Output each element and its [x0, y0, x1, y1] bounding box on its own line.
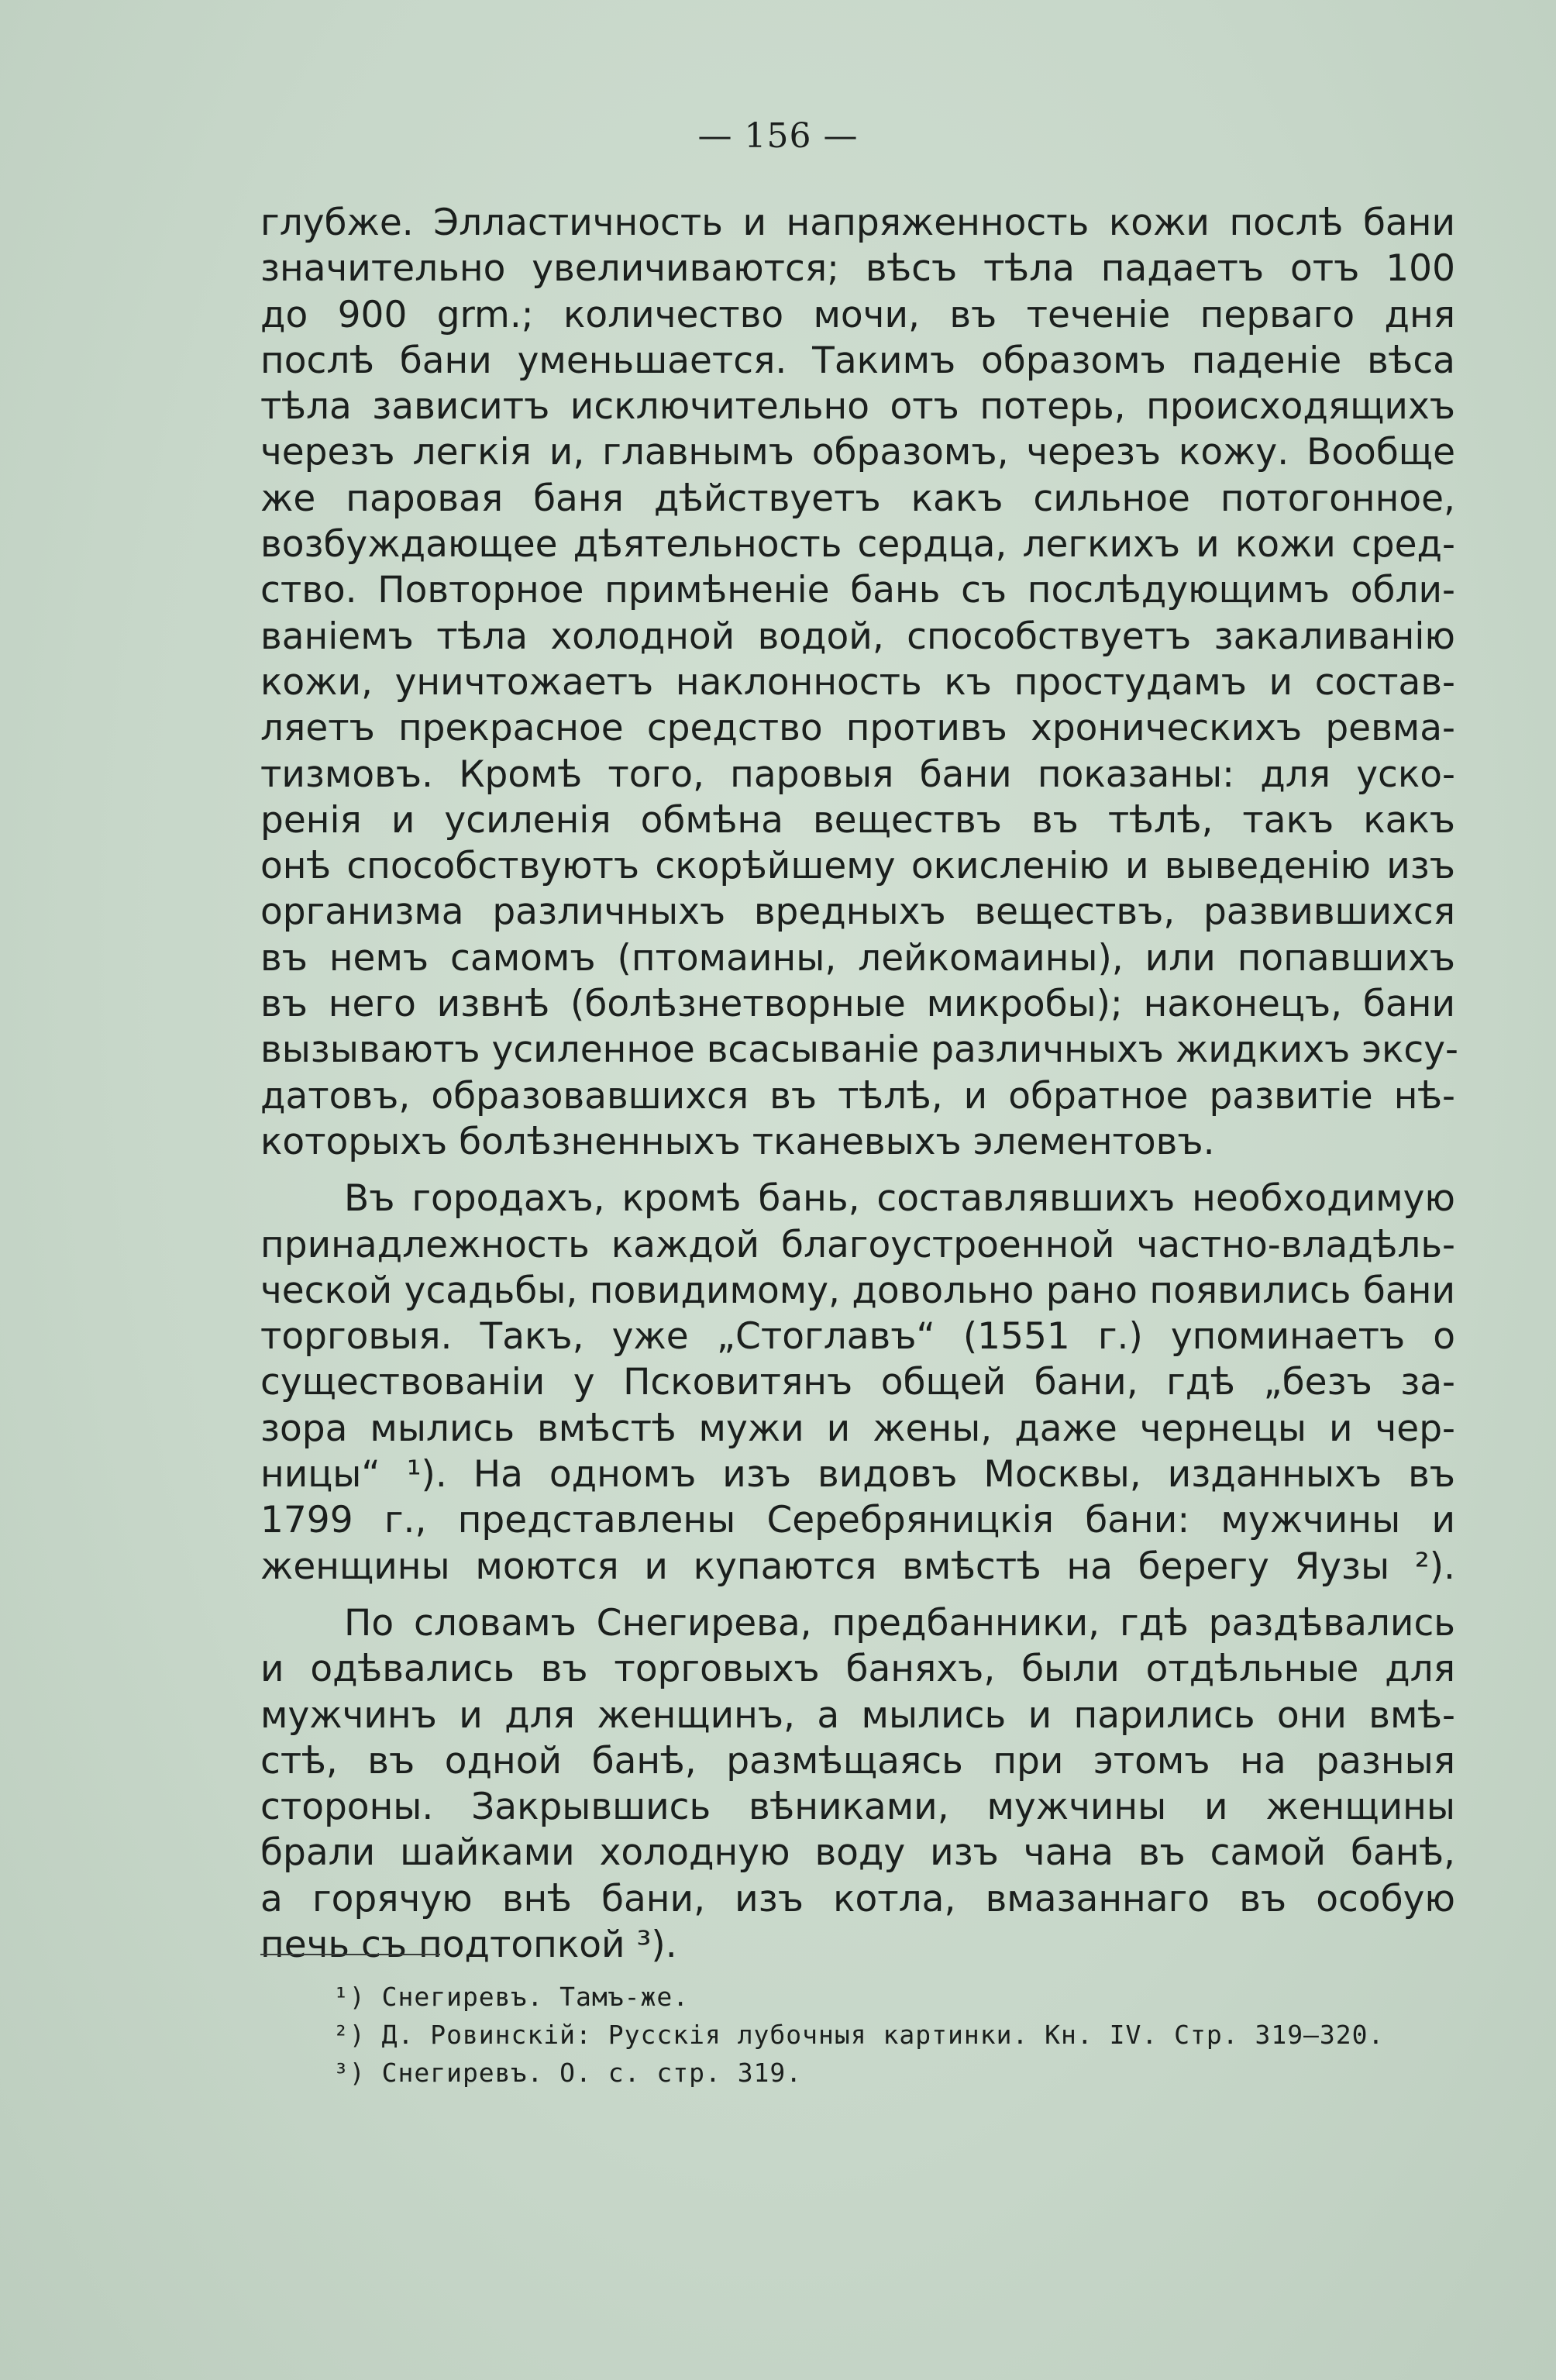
paragraph-3: [260, 1600, 1455, 1968]
text-line: значительно увеличиваются; вѣсъ тѣла падаетъ отъ 100: [260, 247, 1455, 291]
text-line: стѣ, въ одной банѣ, размѣщаясь при этомъ на разныя: [260, 1739, 1455, 1782]
footnote-2: ²) Д. Ровинскій: Русскія лубочныя картинки. Кн. IV. Стр. 319—320.: [333, 2020, 1385, 2050]
text-line: возбуждающее дѣятельность сердца, легкихъ и кожи сред-: [260, 523, 1455, 567]
text-line: печь съ подтопкой ³).: [260, 1923, 677, 1966]
text-line: 1799 г., представлены Серебряницкія бани: мужчины и: [260, 1499, 1455, 1542]
paragraph-gap: [260, 1165, 1455, 1176]
text-line: глубже. Элластичность и напряженность кожи послѣ бани: [260, 201, 1455, 244]
text-line: кожи, уничтожаетъ наклонность къ простудамъ и состав-: [260, 660, 1455, 704]
text-line: существованіи у Псковитянъ общей бани, гдѣ „безъ за-: [260, 1361, 1455, 1404]
text-line: тизмовъ. Кромѣ того, паровыя бани показаны: для уско-: [260, 753, 1455, 796]
text-line: которыхъ болѣзненныхъ тканевыхъ элементовъ.: [260, 1120, 1215, 1163]
text-line: ницы“ ¹). На одномъ изъ видовъ Москвы, изданныхъ въ: [260, 1453, 1455, 1497]
text-line: же паровая баня дѣйствуетъ какъ сильное потогонное,: [260, 477, 1455, 520]
page-number: — 156 —: [697, 116, 859, 156]
text-line: въ него извнѣ (болѣзнетворные микробы); наконецъ, бани: [260, 983, 1455, 1026]
text-line: ренія и усиленія обмѣна веществъ въ тѣлѣ, такъ какъ: [260, 798, 1455, 842]
text-line: а горячую внѣ бани, изъ котла, вмазаннаго въ особую: [260, 1877, 1455, 1920]
footnote-1: ¹) Снегиревъ. Тамъ-же.: [333, 1982, 690, 2012]
text-line: и одѣвались въ торговыхъ баняхъ, были отдѣльные для: [260, 1648, 1455, 1691]
text-line: вызываютъ усиленное всасываніе различныхъ жидкихъ эксу-: [260, 1028, 1459, 1072]
body-text: [260, 200, 1459, 1968]
paragraph-1: [260, 200, 1459, 1165]
footnotes: [333, 1978, 1418, 2092]
footnote-divider: [260, 1954, 440, 1955]
text-line: черезъ легкія и, главнымъ образомъ, черезъ кожу. Вообще: [260, 431, 1455, 474]
text-line: до 900 grm.; количество мочи, въ теченіе перваго дня: [260, 293, 1455, 336]
text-line: торговыя. Такъ, уже „Стоглавъ“ (1551 г.) упоминаетъ о: [260, 1315, 1455, 1359]
paragraph-gap: [260, 1590, 1455, 1600]
text-line: принадлежность каждой благоустроенной частно-владѣль-: [260, 1223, 1455, 1266]
text-line: въ немъ самомъ (птомаины, лейкомаины), или попавшихъ: [260, 936, 1455, 980]
text-line: брали шайками холодную воду изъ чана въ самой банѣ,: [260, 1831, 1455, 1875]
text-line: зора мылись вмѣстѣ мужи и жены, даже чернецы и чер-: [260, 1407, 1455, 1450]
text-line: Въ городахъ, кромѣ бань, составлявшихъ необходимую: [344, 1177, 1455, 1221]
text-line: онѣ способствуютъ скорѣйшему окисленію и выведенію изъ: [260, 845, 1455, 888]
text-line: ваніемъ тѣла холодной водой, способствуетъ закаливанію: [260, 615, 1455, 658]
text-line: женщины моются и купаются вмѣстѣ на берегу Яузы ²).: [260, 1545, 1455, 1588]
text-line: стороны. Закрывшись вѣниками, мужчины и женщины: [260, 1786, 1455, 1829]
text-line: мужчинъ и для женщинъ, а мылись и парились они вмѣ-: [260, 1693, 1455, 1737]
text-line: По словамъ Снегирева, предбанники, гдѣ раздѣвались: [344, 1601, 1455, 1645]
text-line: ство. Повторное примѣненіе бань съ послѣдующимъ обли-: [260, 569, 1455, 612]
text-line: организма различныхъ вредныхъ веществъ, развившихся: [260, 890, 1455, 934]
text-line: послѣ бани уменьшается. Такимъ образомъ паденіе вѣса: [260, 339, 1455, 382]
text-line: ляетъ прекрасное средство противъ хроническихъ ревма-: [260, 707, 1455, 750]
text-line: ческой усадьбы, повидимому, довольно рано появились бани: [260, 1269, 1455, 1312]
text-line: тѣла зависитъ исключительно отъ потерь, происходящихъ: [260, 385, 1455, 429]
text-line: датовъ, образовавшихся въ тѣлѣ, и обратное развитіе нѣ-: [260, 1074, 1455, 1118]
paragraph-2: [260, 1176, 1455, 1590]
footnote-3: ³) Снегиревъ. О. с. стр. 319.: [333, 2058, 803, 2088]
